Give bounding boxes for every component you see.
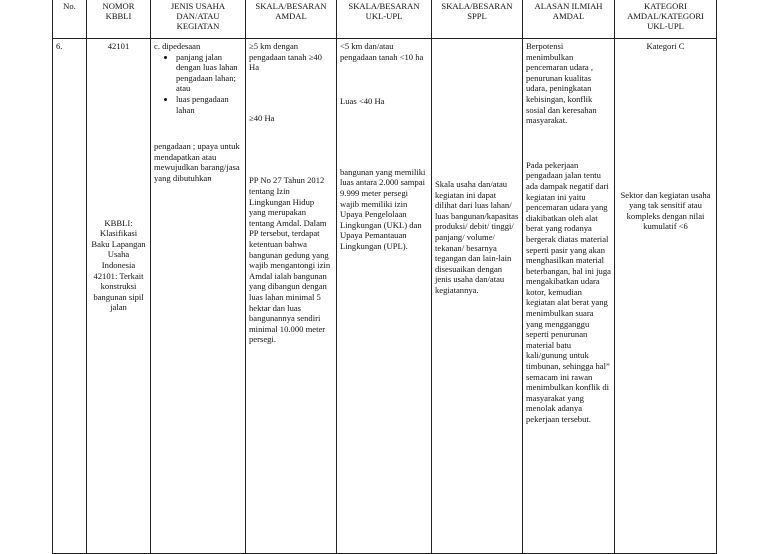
amdal-description: PP No 27 Tahun 2012 tentang Izin Lingkungan Hidup yang merupakan tentang Amdal. Dalam PP tersebut, terdapat ketentuan bahwa bangunan gedung yang wajib mengantongi izin Amdal ialah bangunan yang dibangun dengan luas lahan minimal 5 hektar dan luas bangunannya sendiri minimal 10.000 meter persegi. [249, 175, 331, 345]
header-alasan-ilmiah: ALASAN ILMIAH AMDAL [523, 0, 615, 39]
amdal-threshold-2: ≥40 Ha [249, 112, 275, 123]
jenis-heading: c. dipedesaan [154, 41, 201, 51]
alasan-summary: Berpotensi menimbulkan pencemaran udara , penurunan kualitas udara, peningkatan kebisingan, konflik sosial dan keresahan masyarakat. [526, 41, 597, 126]
header-kategori: KATEGORI AMDAL/KATEGORI UKL-UPL [615, 0, 717, 39]
cell-alasan-ilmiah [523, 39, 615, 554]
header-skala-ukl-upl: SKALA/BESARAN UKL-UPL [337, 0, 432, 39]
kbbli-code: 42101 [107, 41, 130, 51]
jenis-description: pengadaan ; upaya untuk mendapatkan atau mewujudkan barang/jasa yang dibutuhkan [154, 141, 240, 183]
cell-no [53, 39, 87, 554]
header-row [53, 0, 717, 39]
header-skala-amdal: SKALA/BESARAN AMDAL [246, 0, 337, 39]
kategori-label: Kategori C [646, 41, 685, 51]
jenis-list [154, 52, 242, 116]
header-jenis-usaha: JENIS USAHA DAN/ATAU KEGIATAN [151, 0, 246, 39]
kategori-description: Sektor dan kegiatan usaha yang tak sensitif atau kompleks dengan nilai kumulatif <6 [620, 189, 711, 232]
header-nomor-kbbli: NOMOR KBBLI [87, 0, 151, 39]
list-item: • luas pengadaan lahan [176, 94, 242, 115]
cell-skala-ukl-upl [337, 39, 432, 554]
kbbli-description: KBBLI: Klasifikasi Baku Lapangan Usaha Indonesia 42101: Terkait konstruksi bangunan sipil jalan [91, 217, 146, 313]
table-row [53, 39, 717, 554]
header-skala-sppl: SKALA/BESARAN SPPL [432, 0, 523, 39]
cell-kategori [615, 39, 717, 554]
alasan-description: Pada pekerjaan pengadaan jalan tentu ada dampak negatif dari kegiatan ini yaitu pencemaran udara yang diakibatkan oleh alat berat yang rodanya bergerak diatas material seperti pasir yang akan menghasilkan material beterbangan, hal ini juga mengakibatkan udara kotor, kemudian kegiatan alat berat yang menimbulkan suara yang mengganggu seperti penurunan material batu kali/gunung untuk timbunan, sehingga hal” semacam ini rawan menimbulkan konflik di masyarakat yang menolak adanya pekerjaan tersebut. [526, 159, 611, 424]
ukl-threshold-1: <5 km dan/atau pengadaan tanah <10 ha [340, 41, 424, 62]
cell-nomor-kbbli [87, 39, 151, 554]
sppl-description: Skala usaha dan/atau kegiatan ini dapat dilihat dari luas lahan/ luas bangunan/kapasitas produksi/ debit/ tinggi/ panjang/ volume/ tekanan/ besarnya tegangan dan lain-lain disesuaikan dengan jenis usaha dan/atau kegiatannya. [435, 179, 519, 295]
ukl-description: bangunan yang memiliki luas antara 2.000 sampai 9.999 meter persegi wajib memiliki izin Upaya Pengelolaan Lingkungan (UKL) dan Upaya Pemantauan Lingkungan (UPL). [340, 166, 426, 251]
header-no: No. [53, 0, 87, 39]
row-number: 6. [56, 41, 63, 51]
regulation-table [52, 0, 717, 554]
ukl-threshold-2: Luas <40 Ha [340, 96, 385, 107]
list-item: • panjang jalan dengan luas lahan pengadaan lahan; atau [176, 52, 242, 94]
cell-jenis-usaha [151, 39, 246, 554]
amdal-threshold-1: ≥5 km dengan pengadaan tanah ≥40 Ha [249, 41, 322, 73]
cell-skala-sppl [432, 39, 523, 554]
cell-skala-amdal [246, 39, 337, 554]
